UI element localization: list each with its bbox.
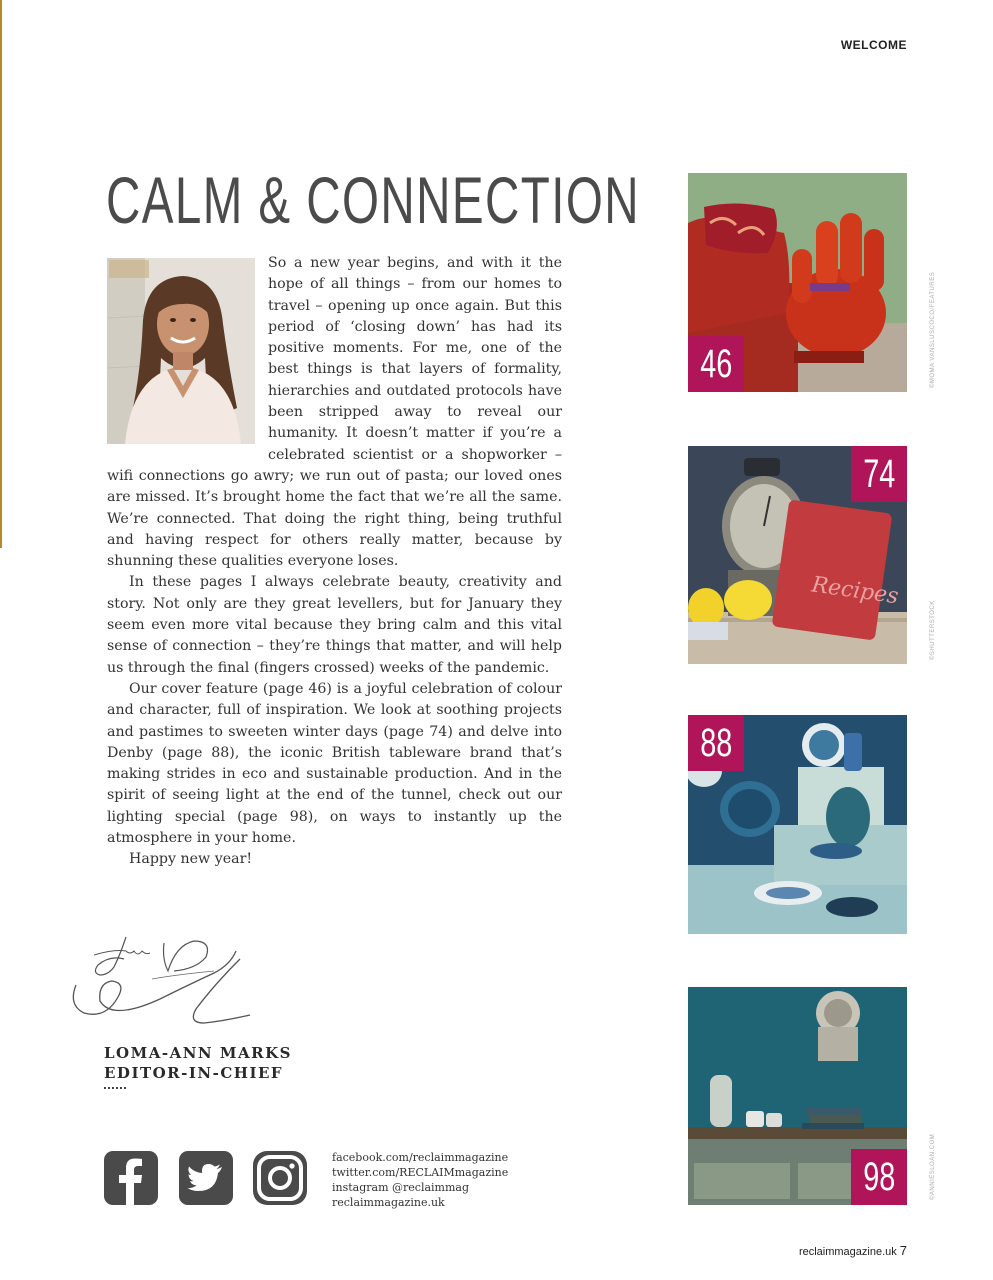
byline-divider [104, 1087, 126, 1089]
twitter-icon[interactable] [178, 1150, 234, 1206]
editor-signature [64, 915, 254, 1035]
headline: CALM & CONNECTION [106, 163, 641, 237]
svg-text:Recipes: Recipes [810, 572, 900, 610]
page-badge-98: 98 [851, 1149, 907, 1205]
social-links [332, 1150, 508, 1210]
letter-sign-off: Happy new year! [129, 851, 253, 868]
letter-paragraph-1: So a new year begins, and with it the hope of all things – from our homes to travel – opening up once again. But this period of ‘closing down’ has had its positive moments. For me, one of the best things is that layers of formality, hierarchies and outdated protocols have been stripped away to reveal our humanity. It doesn’t matter if you’re a celebrated scientist or a shopworker – wifi connections go awry; we run out of pasta; our loved ones are missed. It’s brought home the fact that we’re all the same. We’re connected. That doing the right thing, being truthful and having respect for others really matter, because by shunning these qualities everyone loses. [107, 255, 562, 570]
page-badge-74: 74 [851, 446, 907, 502]
facebook-icon[interactable] [103, 1150, 159, 1206]
section-label: WELCOME [840, 38, 907, 52]
editor-letter [107, 253, 562, 871]
thumbnail-page-74[interactable] [688, 446, 907, 664]
thumbnail-page-88[interactable] [688, 715, 907, 934]
thumbnail-page-46[interactable] [688, 173, 907, 392]
page-badge-46: 46 [688, 336, 744, 392]
page-number: 7 [899, 1243, 907, 1258]
page-badge-88: 88 [688, 715, 744, 771]
footer-site: reclaimmagazine.uk [798, 1246, 897, 1258]
website-link[interactable]: reclaimmagazine.uk [332, 1196, 445, 1209]
instagram-link[interactable]: instagram @reclaimmag [332, 1181, 469, 1194]
instagram-icon[interactable] [252, 1150, 308, 1206]
thumbnail-page-98[interactable] [688, 987, 907, 1205]
twitter-link[interactable]: twitter.com/RECLAIMmagazine [332, 1166, 509, 1179]
letter-paragraph-3: Our cover feature (page 46) is a joyful celebration of colour and character, full of inspiration. We look at soothing projects and pastimes to sweeten winter days (page 74) and delve into Denby (page 88), the iconic British tableware brand that’s making strides in eco and sustainable production. And in the spirit of seeing light at the end of the tunnel, check out our lighting special (page 98), on ways to instantly up the atmosphere in your home. [107, 680, 562, 847]
letter-paragraph-2: In these pages I always celebrate beauty, creativity and story. Not only are they great levellers, but for January they seem even more vital because they bring calm and this vital sense of connection – they’re things that matter, and will help us through the final (fingers crossed) weeks of the pandemic. [107, 574, 562, 676]
page-spine-edge [0, 0, 2, 548]
editor-byline [104, 1043, 292, 1083]
facebook-link[interactable]: facebook.com/reclaimmagazine [332, 1151, 509, 1164]
editor-name: LOMA-ANN MARKS [104, 1044, 292, 1062]
page-footer [799, 1243, 907, 1258]
editor-portrait [107, 258, 255, 444]
editor-title: EDITOR-IN-CHIEF [104, 1064, 284, 1082]
